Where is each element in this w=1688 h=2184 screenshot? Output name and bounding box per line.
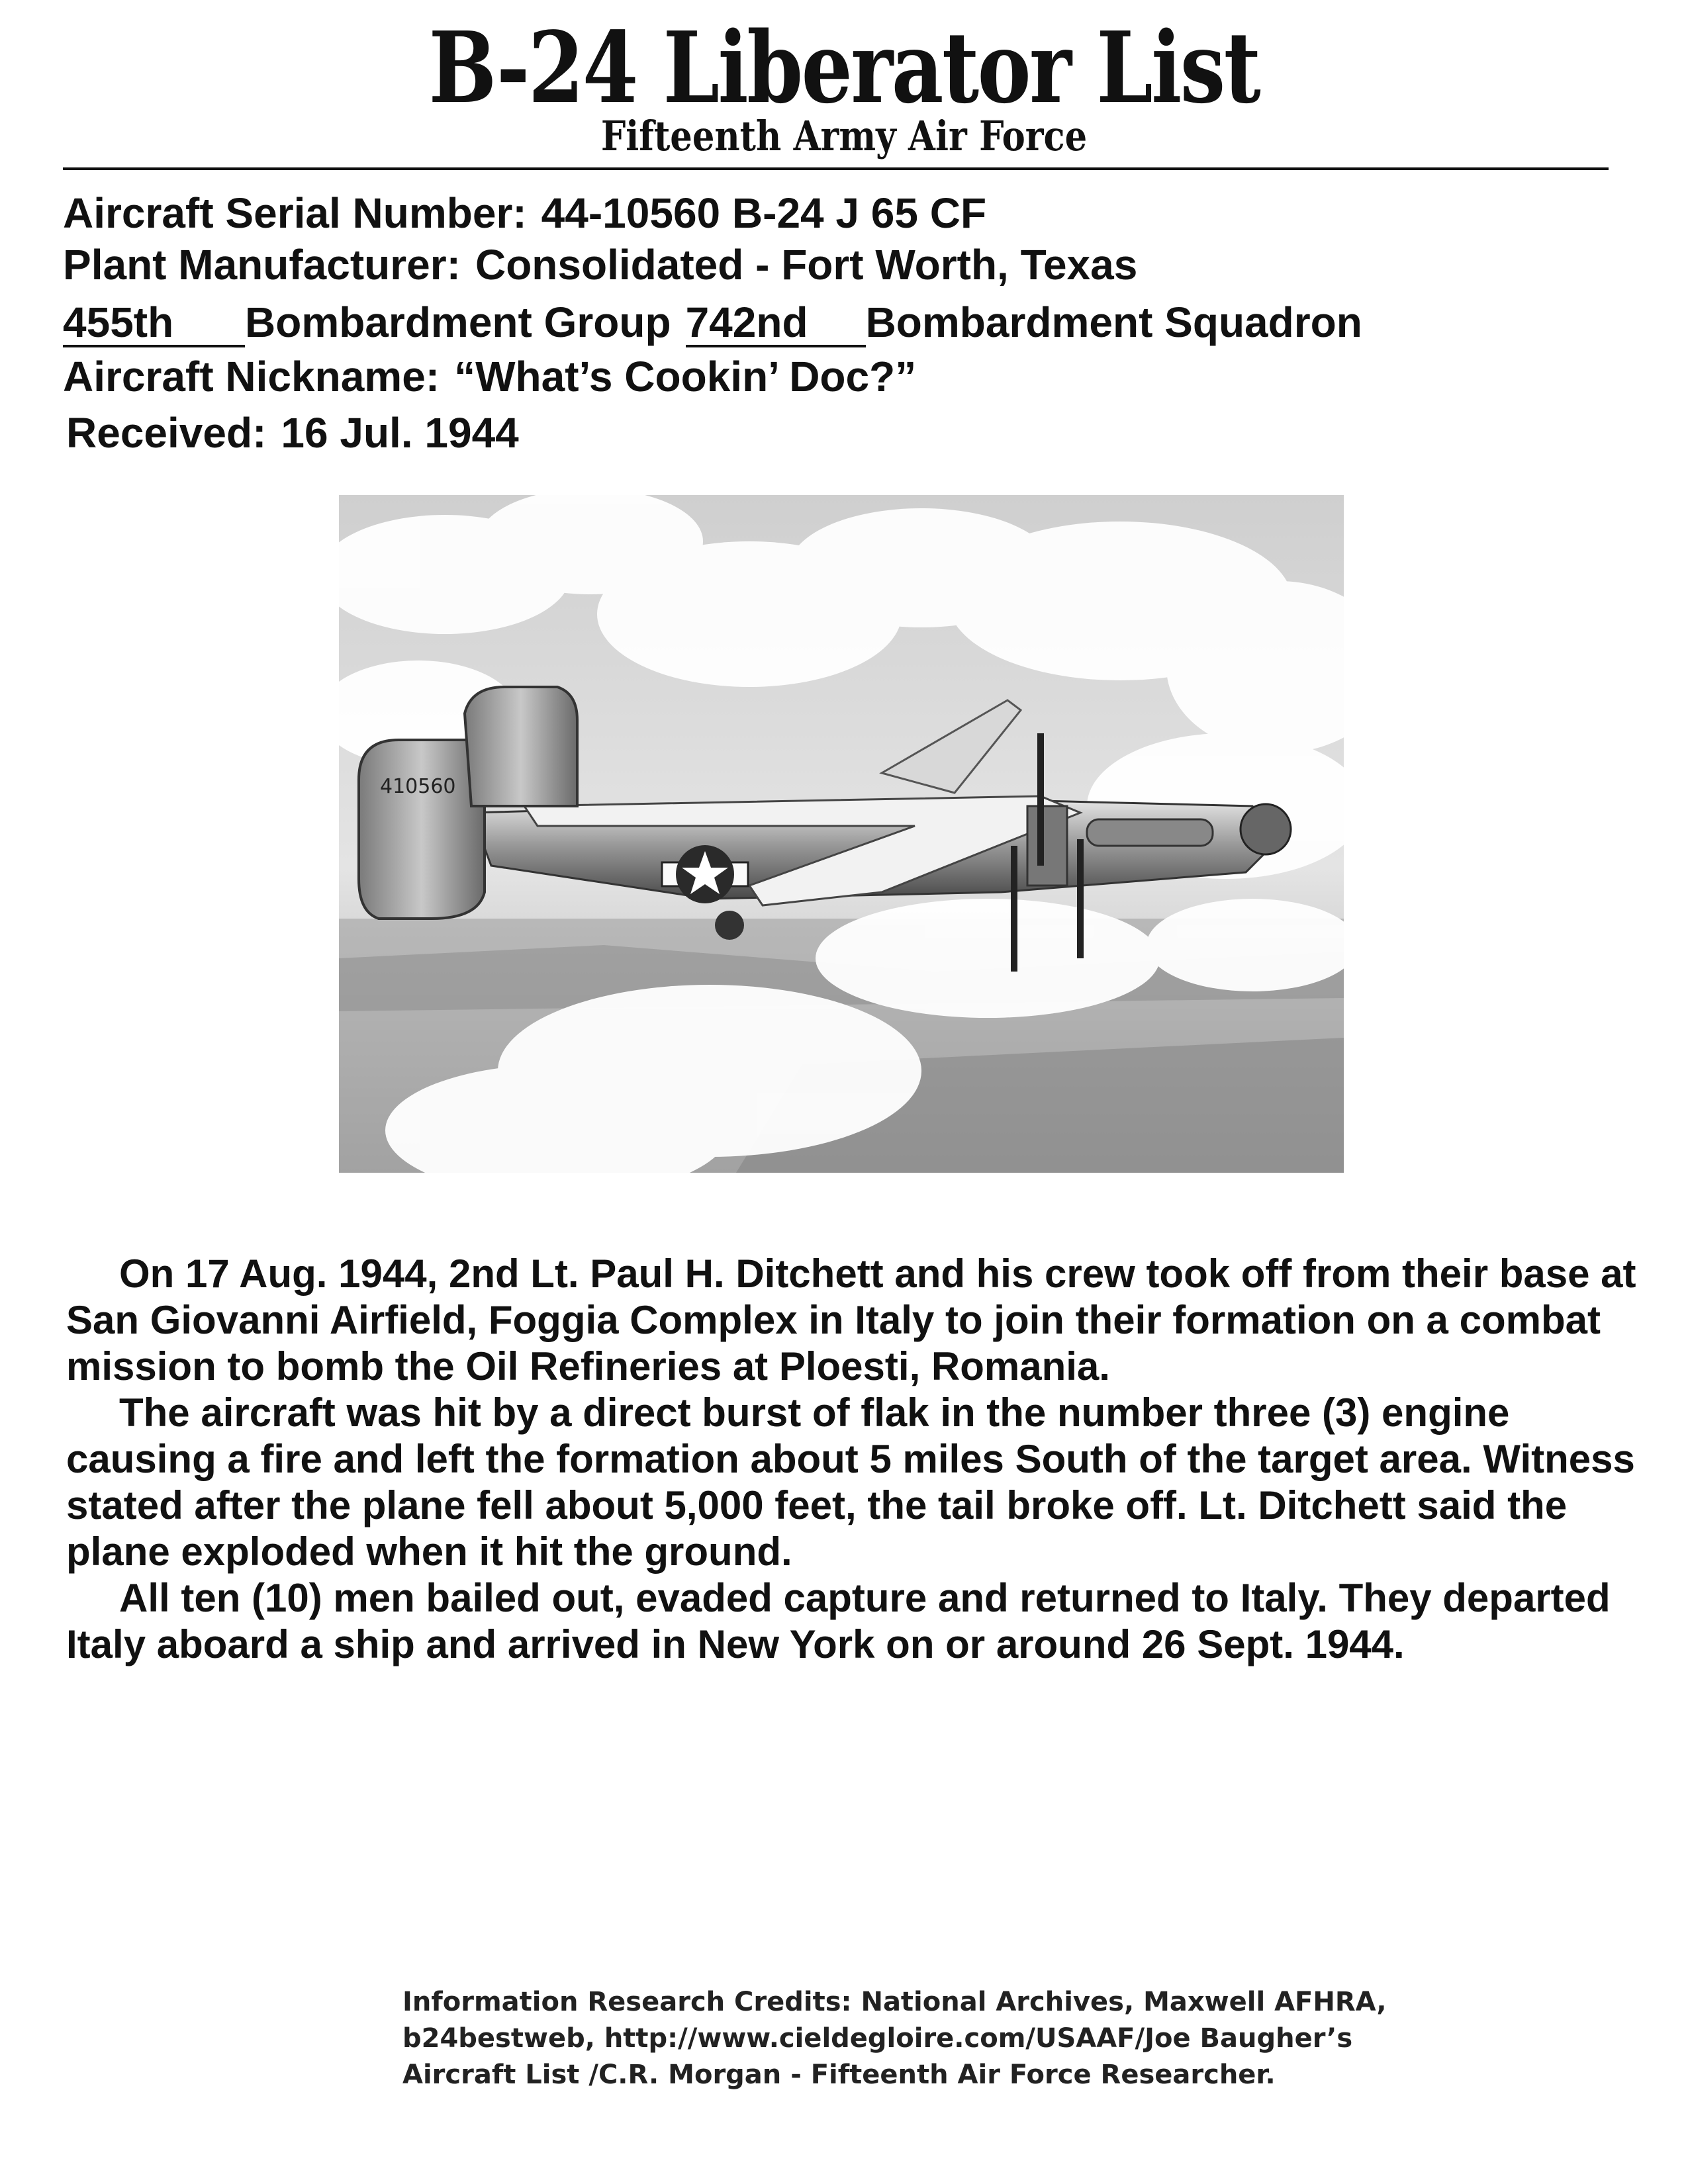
nickname-value: “What’s Cookin’ Doc?” xyxy=(454,353,917,400)
received-label: Received: xyxy=(66,409,267,457)
narrative-paragraph-3: All ten (10) men bailed out, evaded capture and returned to Italy. They departed Italy aboard a ship and arrived in New York on or around 26 Sept. 1944. xyxy=(66,1576,1611,1666)
squadron-number: 742nd xyxy=(686,301,866,347)
serial-value: 44-10560 B-24 J 65 CF xyxy=(541,189,987,237)
group-label: Bombardment Group xyxy=(245,298,671,346)
research-credits: Information Research Credits: National Archives, Maxwell AFHRA, b24bestweb, http://www.cieldegloire.com/USAAF/Joe Baugher’s Aircraft List /C.R. Morgan - Fifteenth Air Force Researcher. xyxy=(402,1987,1387,2090)
plant-label: Plant Manufacturer: xyxy=(63,241,461,289)
serial-label: Aircraft Serial Number: xyxy=(63,189,527,237)
narrative-paragraph-1: On 17 Aug. 1944, 2nd Lt. Paul H. Ditchett and his crew took off from their base at San Giovanni Airfield, Foggia Complex in Italy to join their formation on a combat mission to bomb the Oil Refineries at Ploesti, Romania. xyxy=(66,1251,1636,1388)
squadron-label: Bombardment Squadron xyxy=(865,298,1362,346)
plant-value: Consolidated - Fort Worth, Texas xyxy=(475,241,1138,289)
group-number: 455th xyxy=(63,301,245,347)
b24-aircraft-image xyxy=(339,495,1344,1173)
unit-row xyxy=(63,298,1362,347)
received-row xyxy=(66,409,519,457)
received-value: 16 Jul. 1944 xyxy=(281,409,519,457)
plant-row xyxy=(63,241,1138,289)
page-subtitle: Fifteenth Army Air Force xyxy=(600,112,1088,160)
tail-number: 410560 xyxy=(380,775,456,798)
serial-row xyxy=(63,189,987,237)
nickname-label: Aircraft Nickname: xyxy=(63,353,440,400)
page-title: B-24 Liberator List xyxy=(428,10,1260,125)
nickname-row xyxy=(63,355,916,398)
narrative xyxy=(66,1251,1668,1668)
narrative-paragraph-2: The aircraft was hit by a direct burst of flak in the number three (3) engine causing a fire and left the formation about 5 miles South of the target area. Witness stated after the plane fell about 5,000 feet, the tail broke off. Lt. Ditchett said the plane exploded when it hit the ground. xyxy=(66,1390,1635,1574)
header-divider xyxy=(63,167,1609,170)
aircraft-photo xyxy=(339,495,1344,1173)
